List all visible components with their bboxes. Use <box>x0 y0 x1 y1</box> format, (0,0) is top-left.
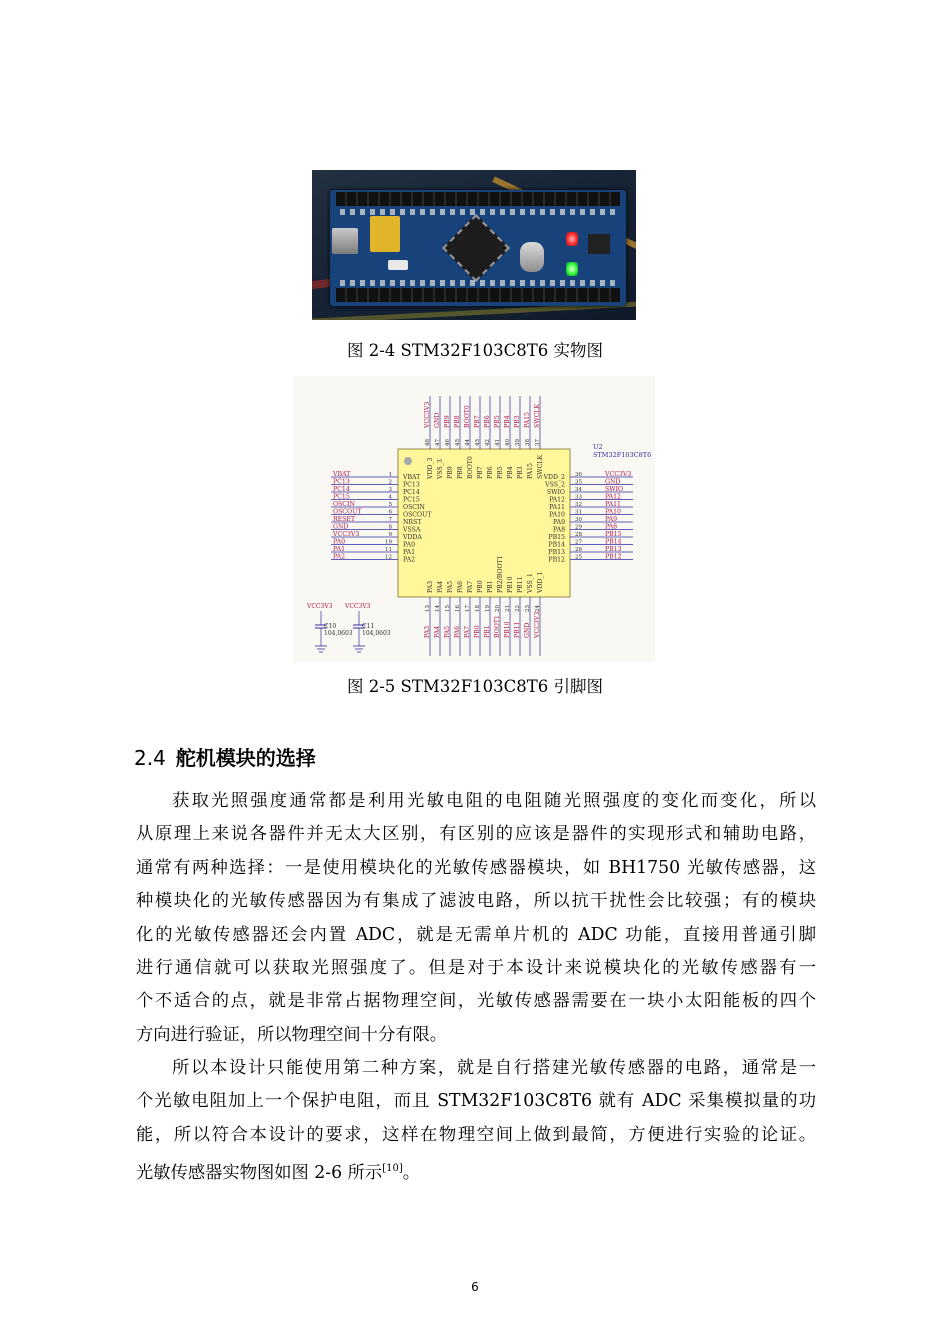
pc13-led <box>566 262 578 276</box>
pin-name: VSS_3 <box>437 459 444 479</box>
pin-name: PA12 <box>549 496 565 504</box>
pin-name: PB3 <box>517 466 524 479</box>
pin-name: PB11 <box>517 576 524 593</box>
cap-net-label: VCC3V3 <box>345 603 371 610</box>
pin-name: PB1 <box>487 580 494 593</box>
pin-name: PB8 <box>457 466 464 479</box>
page-number: 6 <box>471 1280 479 1294</box>
pin-name: PB15 <box>548 534 565 541</box>
pin-number: 47 <box>435 439 441 446</box>
stm32-pinout-diagram <box>293 376 655 662</box>
net-label: PC15 <box>333 493 350 501</box>
pin-name: PB13 <box>548 549 565 556</box>
pin-name: VSS_2 <box>545 481 565 489</box>
net-label: PB0 <box>474 625 481 638</box>
paragraph-line: 进行通信就可以获取光照强度了。但是对于本设计来说模块化的光敏传感器有一 <box>136 958 816 979</box>
net-label: VCC3V3 <box>605 471 632 479</box>
pin-number: 33 <box>575 494 582 501</box>
pin-number: 9 <box>388 532 392 539</box>
pin-name: PC14 <box>403 489 420 496</box>
caption-prefix: 图 2-4 <box>346 341 396 360</box>
pin-number: 37 <box>535 439 541 446</box>
pin-number: 19 <box>485 605 491 612</box>
cap-net-label: VCC3V3 <box>307 603 333 610</box>
pin-number: 27 <box>575 539 582 546</box>
pin-name: PB12 <box>548 556 565 564</box>
pin-name: PA5 <box>447 581 454 593</box>
crystal-oscillator <box>520 242 544 272</box>
section-number: 2.4 <box>134 746 166 770</box>
caption-text: STM32F103C8T6 引脚图 <box>400 677 604 696</box>
net-label: OSCOUT <box>333 508 362 516</box>
net-label: PA12 <box>605 493 621 501</box>
pin-number: 11 <box>385 547 392 554</box>
net-label: PB5 <box>494 415 501 428</box>
pin-header-bottom <box>336 288 620 302</box>
net-label: PB9 <box>444 415 451 428</box>
pin-number: 31 <box>575 509 582 516</box>
net-label: PA11 <box>605 501 621 509</box>
net-label: PA9 <box>605 516 617 524</box>
net-label: PA2 <box>333 553 345 561</box>
net-label: PB1 <box>484 625 491 638</box>
figure-caption-2-5 <box>0 676 950 698</box>
net-label: BOOT1 <box>494 615 501 638</box>
net-label: OSCIN <box>333 501 355 509</box>
net-label: PA4 <box>434 626 441 638</box>
chip-part-number: STM32F103C8T6 <box>593 451 652 459</box>
pin-name: PA3 <box>427 581 434 593</box>
paragraph-line: 方向进行验证，所以物理空间十分有限。 <box>136 1024 448 1045</box>
pin-number: 3 <box>388 487 392 494</box>
section-title: 舵机模块的选择 <box>175 746 316 770</box>
net-label: GND <box>434 412 441 428</box>
pin-number: 22 <box>515 605 521 612</box>
pin-number: 20 <box>495 605 501 612</box>
paragraph-line: 获取光照强度通常都是利用光敏电阻的电阻随光照强度的变化而变化，所以 <box>172 791 816 811</box>
pin-name: PB2/BOOT1 <box>497 555 504 593</box>
mcu-chip <box>442 214 510 282</box>
net-label: PA5 <box>444 626 451 638</box>
net-label: PB7 <box>474 415 481 428</box>
pin-name: SWIO <box>546 489 565 496</box>
pin-name: PB14 <box>548 541 565 549</box>
net-label: PB12 <box>605 553 622 561</box>
pin-number: 21 <box>505 605 511 612</box>
pin-name: PB9 <box>447 466 454 479</box>
pin-number: 36 <box>575 472 582 479</box>
pin-name: VBAT <box>403 474 421 481</box>
power-led <box>566 232 578 246</box>
paragraph-line: 所以本设计只能使用第二种方案，就是自行搭建光敏传感器的电路，通常是一 <box>172 1058 816 1078</box>
pin-number: 16 <box>455 605 461 612</box>
pin-number: 48 <box>425 439 431 446</box>
pin-number: 14 <box>435 605 441 612</box>
pin-number: 29 <box>575 524 582 531</box>
net-label: RESET <box>333 516 356 524</box>
pin-header-top <box>336 192 620 206</box>
pin-name: VSS_1 <box>527 573 534 593</box>
section-heading <box>134 745 316 771</box>
pin-number: 41 <box>495 439 501 446</box>
paragraph-line: 个不适合的点，就是非常占据物理空间，光敏传感器需要在一块小太阳能板的四个 <box>136 991 816 1012</box>
stm32-board-photo <box>312 170 636 320</box>
pin-name: PB0 <box>477 580 484 593</box>
net-label: PA10 <box>605 508 621 516</box>
net-label: SWCLK <box>534 403 541 428</box>
pinout-schematic <box>293 376 655 662</box>
pin-number: 30 <box>575 517 582 524</box>
net-label: PB13 <box>605 546 622 554</box>
net-label: PA0 <box>333 538 345 546</box>
net-label: SWIO <box>605 486 624 494</box>
paragraph-line: 个光敏电阻加上一个保护电阻，而且 STM32F103C8T6 就有 ADC 采集模拟量的功 <box>136 1091 816 1112</box>
boot-jumper <box>370 216 400 252</box>
pin-name: SWCLK <box>537 454 544 479</box>
citation: [10] <box>382 1163 403 1175</box>
pin-name: PA8 <box>553 526 565 534</box>
silkscreen-labels-bottom <box>340 280 616 286</box>
pin-name: PC13 <box>403 481 420 489</box>
pin-number: 8 <box>388 524 392 531</box>
chip-body <box>398 449 570 597</box>
net-label: PB10 <box>504 621 511 638</box>
pin-name: VSSA <box>403 526 421 534</box>
net-label: PA7 <box>464 626 471 638</box>
pin-number: 35 <box>575 479 582 486</box>
silkscreen-labels-top <box>340 209 616 215</box>
blue-pill-pcb <box>330 190 626 306</box>
pin-number: 44 <box>465 439 471 446</box>
caption-text: STM32F103C8T6 实物图 <box>400 341 604 360</box>
pin-name: PB10 <box>507 576 514 593</box>
pin-name: PA11 <box>549 504 565 511</box>
pin-number: 38 <box>525 439 531 446</box>
net-label: PB4 <box>504 415 511 428</box>
pin-number: 46 <box>445 439 451 446</box>
pin-number: 18 <box>475 605 481 612</box>
pin-number: 39 <box>515 439 521 446</box>
cap-ref: C11 <box>362 623 375 630</box>
net-label: BOOT0 <box>464 405 471 428</box>
caption-prefix: 图 2-5 <box>346 677 396 696</box>
pin-name: PA15 <box>527 463 534 479</box>
net-label: GND <box>333 523 349 531</box>
net-label: PB14 <box>605 538 622 546</box>
pin-name: PA1 <box>403 549 415 556</box>
net-label: VCC3V3 <box>424 401 431 428</box>
net-label: VCC3V3 <box>333 531 360 539</box>
pin-name: VDD_3 <box>427 457 434 479</box>
pin-name: PA2 <box>403 556 415 564</box>
pin-number: 15 <box>445 605 451 612</box>
end-punctuation: 。 <box>402 1162 421 1183</box>
pin-name: PA0 <box>403 541 415 549</box>
cap-value: 104,0603 <box>362 630 391 637</box>
pin-number: 2 <box>388 479 392 486</box>
reset-button <box>388 260 408 270</box>
pin-name: VDDA <box>403 534 422 541</box>
net-label: PB6 <box>484 415 491 428</box>
pin-number: 43 <box>475 439 481 446</box>
figure-caption-2-4 <box>0 340 950 362</box>
pin-number: 34 <box>575 487 582 494</box>
pin-number: 24 <box>535 605 541 612</box>
pin-number: 40 <box>505 439 511 446</box>
paragraph-line: 化的光敏传感器还会内置 ADC，就是无需单片机的 ADC 功能，直接用普通引脚 <box>136 924 816 945</box>
pin-number: 25 <box>575 554 582 561</box>
pin-name: PA4 <box>437 581 444 593</box>
pin-number: 4 <box>388 494 392 501</box>
net-label: PB8 <box>454 415 461 428</box>
net-label: PA1 <box>333 546 345 554</box>
net-label: PB15 <box>605 531 622 539</box>
net-label: PB3 <box>514 415 521 428</box>
net-label: GND <box>605 478 621 486</box>
net-label: PA3 <box>424 626 431 638</box>
pin-name: BOOT0 <box>467 456 474 479</box>
pin1-marker <box>404 457 412 465</box>
pin-number: 10 <box>385 539 392 546</box>
pin-name: OSCOUT <box>403 511 432 519</box>
pin-name: PA6 <box>457 581 464 593</box>
pin-name: PA7 <box>467 581 474 593</box>
micro-usb-connector <box>332 228 358 254</box>
cap-ref: C10 <box>324 623 337 630</box>
pin-number: 13 <box>425 605 431 612</box>
pin-name: PB5 <box>497 466 504 479</box>
pin-name: NRST <box>403 519 422 526</box>
pin-number: 17 <box>465 605 471 612</box>
paragraph-last-line <box>136 1152 816 1190</box>
net-label: PA6 <box>454 626 461 638</box>
body-paragraph-1 <box>136 785 816 1052</box>
net-label: VBAT <box>333 471 351 479</box>
paragraph-line: 能，所以符合本设计的要求，这样在物理空间上做到最简，方便进行实验的论证。 <box>136 1124 816 1145</box>
net-label: PA8 <box>605 523 617 531</box>
pin-number: 6 <box>388 509 392 516</box>
net-label: PB11 <box>514 621 521 638</box>
pin-name: PA9 <box>553 519 565 526</box>
paragraph-line-text: 光敏传感器实物图如图 2-6 所示 <box>136 1162 383 1183</box>
pin-name: PC15 <box>403 496 420 504</box>
pin-name: PB6 <box>487 466 494 479</box>
net-label: PA15 <box>524 412 531 428</box>
regulator-chip <box>588 234 610 254</box>
body-paragraph-2 <box>136 1052 816 1190</box>
net-label: PC14 <box>333 486 350 494</box>
pin-number: 28 <box>575 532 582 539</box>
net-label: VCC3V3 <box>534 611 541 638</box>
pin-name: VDD_1 <box>537 571 544 593</box>
pin-number: 45 <box>455 439 461 446</box>
pin-name: PA10 <box>549 511 565 519</box>
pin-number: 42 <box>485 439 491 446</box>
pin-number: 12 <box>385 554 392 561</box>
pin-number: 7 <box>388 517 392 524</box>
pin-name: OSCIN <box>403 504 425 511</box>
paragraph-line: 通常有两种选择：一是使用模块化的光敏传感器模块，如 BH1750 光敏传感器，这 <box>136 857 816 878</box>
pin-number: 23 <box>525 605 531 612</box>
cap-value: 104,0603 <box>324 630 353 637</box>
paragraph-line: 从原理上来说各器件并无太大区别，有区别的应该是器件的实现形式和辅助电路， <box>136 824 816 845</box>
net-label: PC13 <box>333 478 350 486</box>
net-label: GND <box>524 622 531 638</box>
pin-name: PB7 <box>477 466 484 479</box>
paragraph-line: 种模块化的光敏传感器因为有集成了滤波电路，所以抗干扰性会比较强；有的模块 <box>136 891 816 912</box>
pin-name: PB4 <box>507 466 514 479</box>
pin-number: 32 <box>575 502 582 509</box>
pin-number: 5 <box>388 502 392 509</box>
pin-number: 26 <box>575 547 582 554</box>
chip-ref: U2 <box>593 443 603 451</box>
pin-number: 1 <box>388 472 392 479</box>
pin-name: VDD_2 <box>543 474 565 481</box>
